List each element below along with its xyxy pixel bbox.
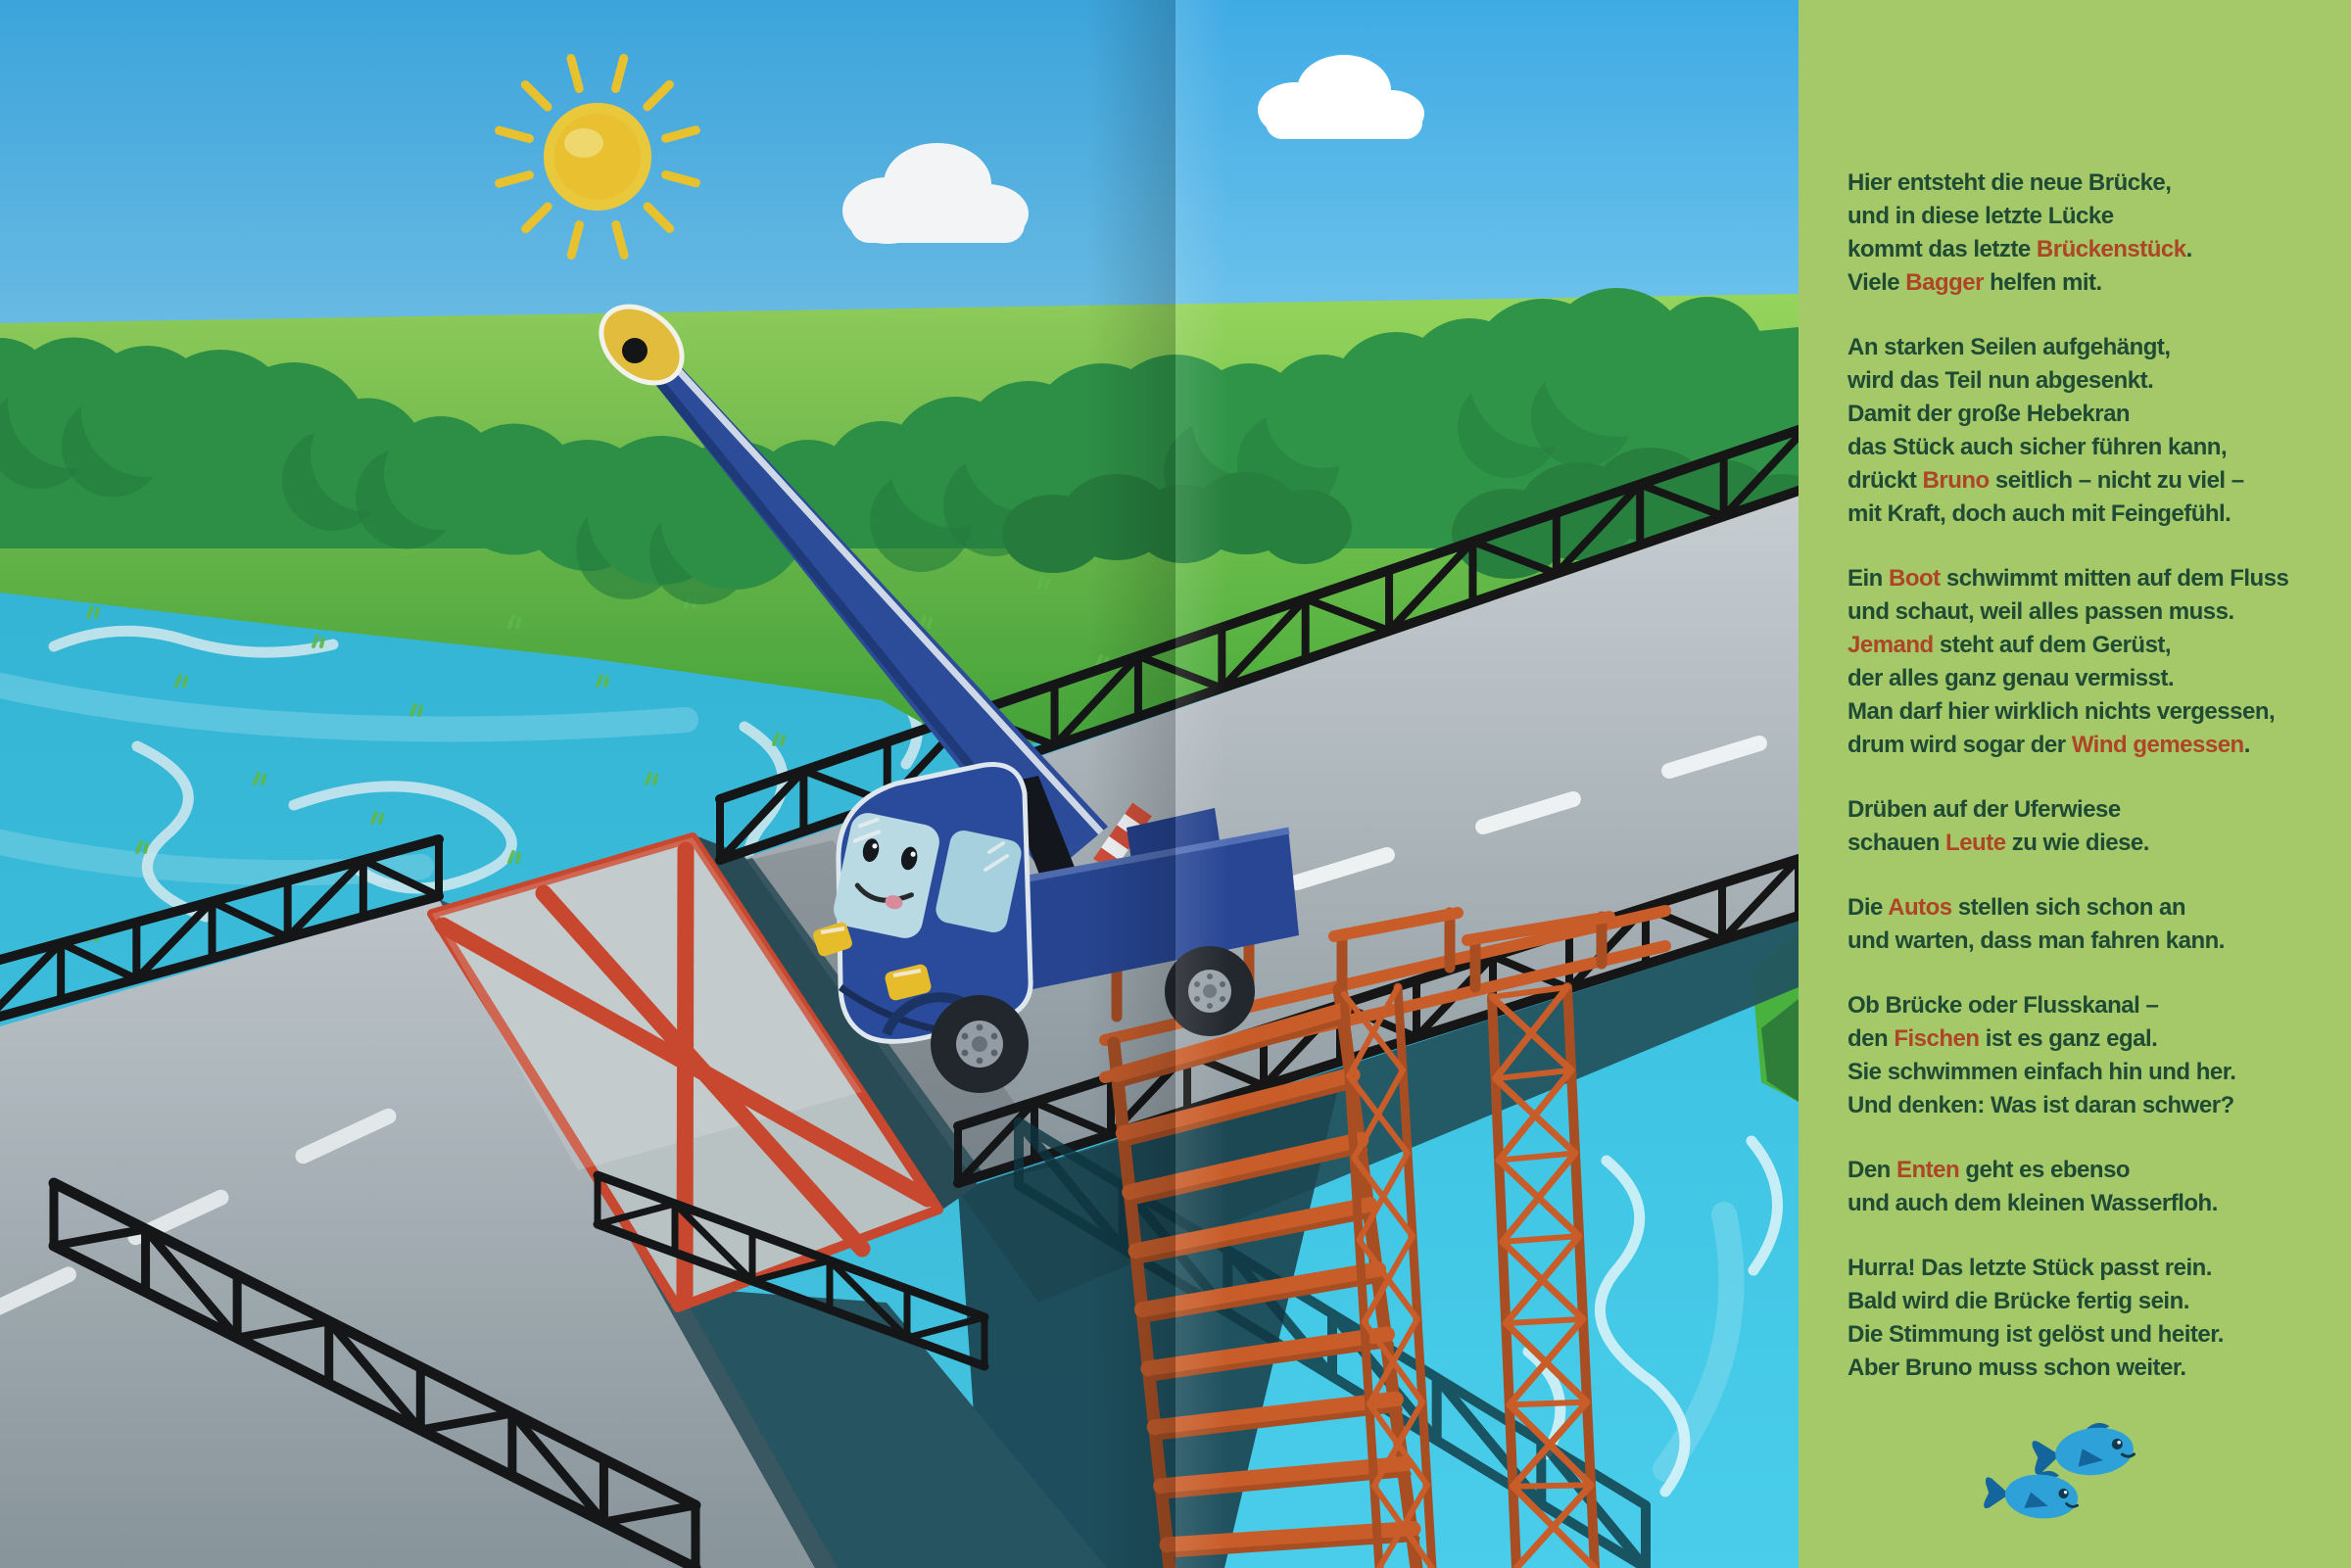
fish-icon bbox=[1984, 1466, 2080, 1520]
poem-word: Ein bbox=[1847, 565, 1890, 592]
poem-line bbox=[1847, 562, 2337, 595]
poem-word: kommt das letzte bbox=[1847, 236, 2037, 262]
poem-word: Ob Brücke oder Flusskanal – bbox=[1847, 992, 2159, 1019]
poem-line bbox=[1847, 891, 2337, 925]
poem-line bbox=[1847, 989, 2337, 1022]
poem-word: Sie schwimmen einfach hin und her. bbox=[1847, 1059, 2236, 1085]
poem-stanza bbox=[1847, 891, 2337, 958]
poem-word: Die Stimmung ist gelöst und heiter. bbox=[1847, 1321, 2224, 1348]
poem-stanza bbox=[1847, 1154, 2337, 1220]
poem-line bbox=[1847, 398, 2337, 431]
poem-word: Hurra! Das letzte Stück passt rein. bbox=[1847, 1255, 2212, 1281]
poem-line bbox=[1847, 793, 2337, 827]
poem-word: Aber Bruno muss schon weiter. bbox=[1847, 1354, 2186, 1381]
poem-line bbox=[1847, 464, 2337, 498]
poem-word: und auch dem kleinen Wasserfloh. bbox=[1847, 1190, 2218, 1216]
poem-line bbox=[1847, 498, 2337, 531]
poem-line bbox=[1847, 266, 2337, 300]
poem-line bbox=[1847, 1252, 2337, 1285]
poem-line bbox=[1847, 364, 2337, 398]
poem-word: seitlich – nicht zu viel – bbox=[1989, 467, 2244, 494]
poem-stanza bbox=[1847, 793, 2337, 860]
poem-word: und in diese letzte Lücke bbox=[1847, 203, 2114, 229]
poem-word: das Stück auch sicher führen kann, bbox=[1847, 434, 2228, 460]
poem-word: stellen sich schon an bbox=[1951, 894, 2186, 921]
poem-word: helfen mit. bbox=[1983, 269, 2102, 296]
poem-line bbox=[1847, 695, 2337, 729]
poem-accent-word: Bruno bbox=[1922, 467, 1990, 494]
poem-word: An starken Seilen aufgehängt, bbox=[1847, 334, 2171, 360]
poem-word: Damit der große Hebekran bbox=[1847, 401, 2131, 427]
poem-line bbox=[1847, 662, 2337, 695]
poem-stanza bbox=[1847, 1252, 2337, 1385]
poem-accent-word: Boot bbox=[1889, 565, 1941, 592]
poem-accent-word: Enten bbox=[1896, 1157, 1960, 1183]
poem-line bbox=[1847, 431, 2337, 464]
poem-line bbox=[1847, 595, 2337, 629]
poem-line bbox=[1847, 200, 2337, 233]
poem-line bbox=[1847, 1318, 2337, 1352]
poem-line bbox=[1847, 1187, 2337, 1220]
poem-line bbox=[1847, 1352, 2337, 1385]
poem-accent-word: Brückenstück bbox=[2036, 236, 2186, 262]
poem-word: schauen bbox=[1847, 830, 1946, 856]
poem-word: Den bbox=[1847, 1157, 1897, 1183]
poem-word: zu wie diese. bbox=[2005, 830, 2149, 856]
poem-word: mit Kraft, doch auch mit Feingefühl. bbox=[1847, 500, 2231, 527]
poem-line bbox=[1847, 925, 2337, 958]
poem-line bbox=[1847, 1154, 2337, 1187]
poem-word: Man darf hier wirklich nichts vergessen, bbox=[1847, 698, 2276, 725]
poem-word: und schaut, weil alles passen muss. bbox=[1847, 598, 2234, 625]
two-fish-icon bbox=[1975, 1410, 2161, 1538]
poem-accent-word: Wind gemessen bbox=[2071, 732, 2244, 758]
poem-accent-word: Autos bbox=[1888, 894, 1952, 921]
poem-word: der alles ganz genau vermisst. bbox=[1847, 665, 2175, 691]
poem-word: schwimmt mitten auf dem Fluss bbox=[1940, 565, 2289, 592]
poem-word: steht auf dem Gerüst, bbox=[1933, 632, 2172, 658]
poem-line bbox=[1847, 331, 2337, 364]
poem-line bbox=[1847, 629, 2337, 662]
poem-stanza bbox=[1847, 166, 2337, 300]
poem-word: . bbox=[2185, 236, 2192, 262]
poem-line bbox=[1847, 827, 2337, 860]
poem bbox=[1847, 166, 2337, 1416]
poem-line bbox=[1847, 1022, 2337, 1056]
poem-word: den bbox=[1847, 1025, 1895, 1052]
poem-accent-word: Jemand bbox=[1847, 632, 1934, 658]
poem-word: und warten, dass man fahren kann. bbox=[1847, 927, 2225, 954]
poem-word: geht es ebenso bbox=[1959, 1157, 2131, 1183]
poem-accent-word: Fischen bbox=[1894, 1025, 1980, 1052]
poem-accent-word: Bagger bbox=[1905, 269, 1984, 296]
poem-word: Bald wird die Brücke fertig sein. bbox=[1847, 1288, 2189, 1314]
poem-word: drückt bbox=[1847, 467, 1923, 494]
poem-word: Drüben auf der Uferwiese bbox=[1847, 796, 2121, 823]
poem-line bbox=[1847, 233, 2337, 266]
poem-word: wird das Teil nun abgesenkt. bbox=[1847, 367, 2154, 394]
poem-stanza bbox=[1847, 331, 2337, 531]
poem-word: . bbox=[2243, 732, 2250, 758]
poem-accent-word: Leute bbox=[1945, 830, 2006, 856]
poem-line bbox=[1847, 1056, 2337, 1089]
poem-line bbox=[1847, 1089, 2337, 1122]
page-fold bbox=[1087, 0, 1176, 1568]
poem-word: Hier entsteht die neue Brücke, bbox=[1847, 169, 2172, 196]
story-text-panel bbox=[1799, 0, 2351, 1568]
poem-word: Viele bbox=[1847, 269, 1906, 296]
poem-stanza bbox=[1847, 562, 2337, 762]
poem-word: drum wird sogar der bbox=[1847, 732, 2072, 758]
poem-line bbox=[1847, 729, 2337, 762]
poem-line bbox=[1847, 166, 2337, 200]
poem-word: ist es ganz egal. bbox=[1979, 1025, 2158, 1052]
poem-word: Und denken: Was ist daran schwer? bbox=[1847, 1092, 2234, 1118]
poem-word: Die bbox=[1847, 894, 1889, 921]
poem-stanza bbox=[1847, 989, 2337, 1122]
page-fold-highlight bbox=[1176, 0, 1229, 1568]
poem-line bbox=[1847, 1285, 2337, 1318]
